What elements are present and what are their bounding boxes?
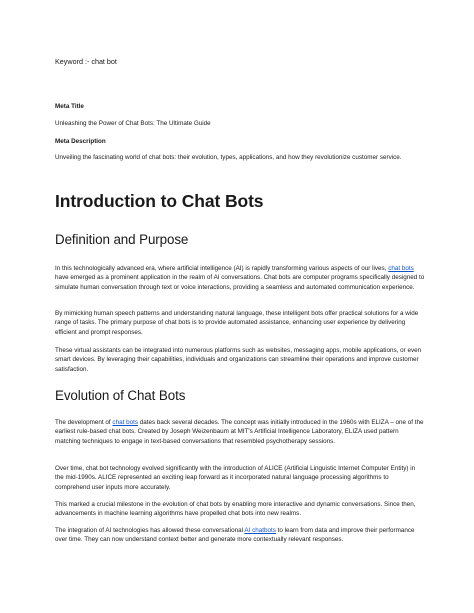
meta-description-text: Unveiling the fascinating world of chat bots: their evolution, types, applications, and how they revolutionize customer service. <box>55 154 402 161</box>
article-title: Introduction to Chat Bots <box>55 191 264 211</box>
paragraph-text: In this technologically advanced era, where artificial intelligence (AI) is rapidly transforming various aspects of our lives, <box>55 265 389 272</box>
section-heading-definition: Definition and Purpose <box>55 232 189 247</box>
ai-chatbots-link[interactable]: AI chatbots <box>244 527 276 534</box>
paragraph <box>55 418 425 446</box>
paragraph: Over time, chat bot technology evolved significantly with the introduction of ALICE (Artificial Linguistic Internet Computer Entity) in the mid-1990s. ALICE represented an exciting leap forward as it incorporated natural language processing algorithms to comprehend user inputs more accurately. <box>55 465 416 491</box>
keyword-line: Keyword :- chat bot <box>55 57 117 66</box>
chat-bots-link[interactable]: chat bots <box>112 419 138 426</box>
paragraph <box>55 526 425 545</box>
meta-title-text: Unleashing the Power of Chat Bots: The Ultimate Guide <box>55 120 211 127</box>
paragraph-text: The integration of AI technologies has allowed these conversational <box>55 527 245 534</box>
paragraph <box>55 264 425 292</box>
chat-bots-link[interactable]: chat bots <box>388 265 414 272</box>
paragraph-text: The development of <box>55 419 113 426</box>
section-heading-evolution: Evolution of Chat Bots <box>55 388 186 403</box>
paragraph: By mimicking human speech patterns and understanding natural language, these intelligent bots offer practical solutions for a wide range of tasks. The primary purpose of chat bots is to provide automated assistance, enhancing user experience by delivering efficient and prompt responses. <box>55 310 419 336</box>
paragraph-text: to learn from data and improve their performance over time. They can now understand context better and generate more contextually relevant responses. <box>55 527 415 544</box>
paragraph-text: dates back several decades. The concept was initially introduced in the 1960s with ELIZA – one of the earliest rule-based chat bots. Created by Joseph Weizenbaum at MIT's Artificial Intelligence Laboratory, ELIZA used pattern matching techniques to engage in text-based conversations that resembled psychotherapy sessions. <box>55 419 424 445</box>
paragraph: These virtual assistants can be integrated into numerous platforms such as websites, messaging apps, mobile applications, or even smart devices. By leveraging their capabilities, individuals and organizations can streamline their operations and improve customer satisfaction. <box>55 347 422 373</box>
meta-title-heading: Meta Title <box>55 103 84 110</box>
meta-description-heading: Meta Description <box>55 138 106 145</box>
paragraph-text: have emerged as a prominent application in the realm of AI conversations. Chat bots are computer programs specifically designed to simulate human conversation through text or voice interactions, providing a seamless and automated communication experience. <box>55 274 425 291</box>
paragraph: This marked a crucial milestone in the evolution of chat bots by enabling more interactive and dynamic conversations. Since then, advancements in machine learning algorithms have propelled chat bots into new realms. <box>55 501 416 518</box>
